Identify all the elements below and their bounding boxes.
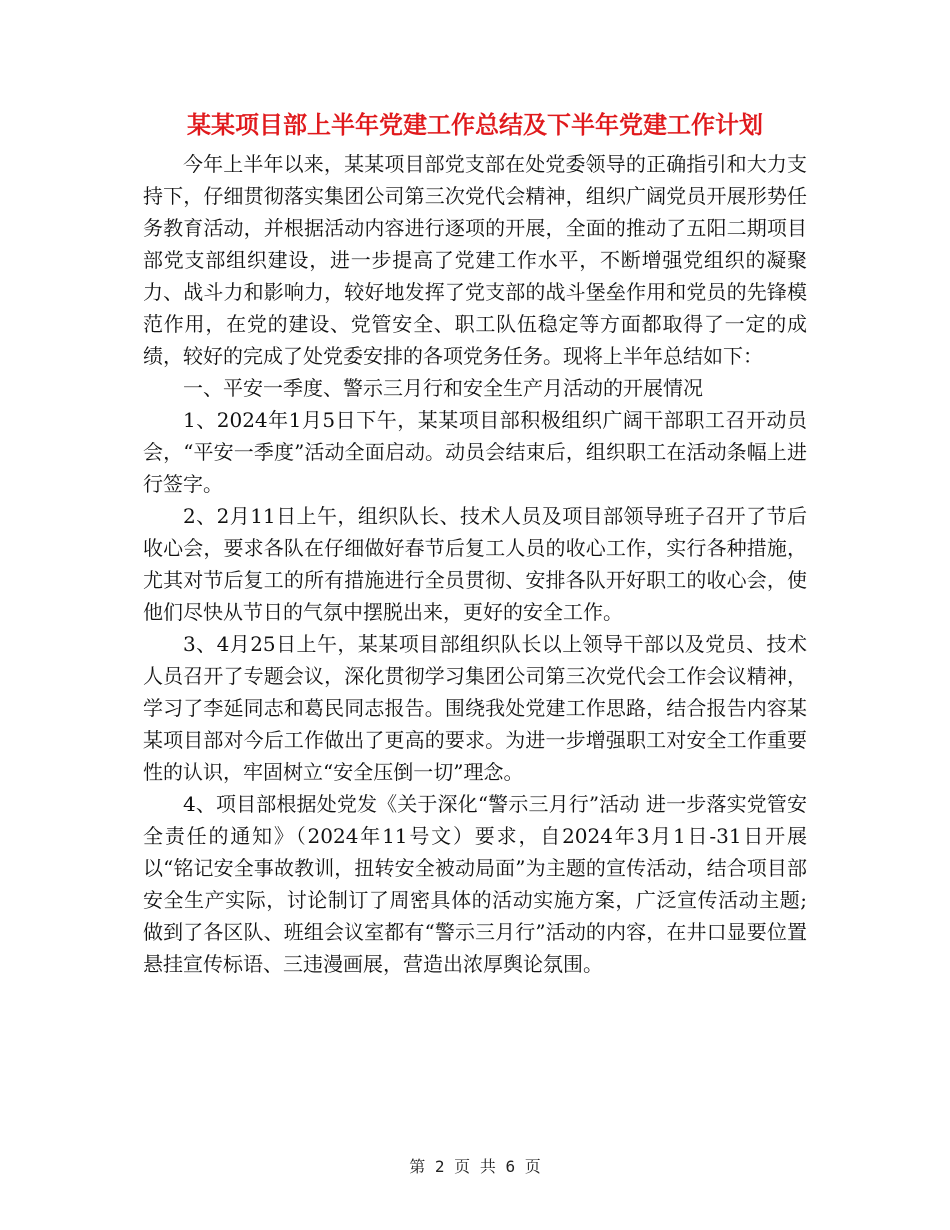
paragraph-intro: 今年上半年以来，某某项目部党支部在处党委领导的正确指引和大力支持下，仔细贯彻落实集团公司第三次党代会精神，组织广阔党员开展形势任务教育活动，并根据活动内容进行逐项的开展，全面的推动了五阳二期项目部党支部组织建设，进一步提高了党建工作水平，不断增强党组织的凝聚力、战斗力和影响力，较好地发挥了党支部的战斗堡垒作用和党员的先锋模范作用，在党的建设、党管安全、职工队伍稳定等方面都取得了一定的成绩，较好的完成了处党委安排的各项党务任务。现将上半年总结如下： <box>143 152 807 368</box>
section-heading: 一、平安一季度、警示三月行和安全生产月活动的开展情况 <box>183 376 703 400</box>
paragraph-item-3: 3、4月25日上午，某某项目部组织队长以上领导干部以及党员、技术人员召开了专题会议，深化贯彻学习集团公司第三次党代会工作会议精神，学习了李延同志和葛民同志报告。围绕我处党建工作思路，结合报告内容某某项目部对今后工作做出了更高的要求。为进一步增强职工对安全工作重要性的认识，牢固树立“安全压倒一切”理念。 <box>143 632 807 784</box>
paragraph-item-1: 1、2024年1月5日下午，某某项目部积极组织广阔干部职工召开动员会，“平安一季度”活动全面启动。动员会结束后，组织职工在活动条幅上进行签字。 <box>143 408 807 496</box>
document-body <box>143 148 807 980</box>
page-number-footer: 第 2 页 共 6 页 <box>409 1157 541 1176</box>
paragraph-item-2: 2、2月11日上午，组织队长、技术人员及项目部领导班子召开了节后收心会，要求各队在仔细做好春节后复工人员的收心工作，实行各种措施，尤其对节后复工的所有措施进行全员贯彻、安排各队开好职工的收心会，使他们尽快从节日的气氛中摆脱出来，更好的安全工作。 <box>143 504 807 624</box>
document-title: 某某项目部上半年党建工作总结及下半年党建工作计划 <box>187 110 763 139</box>
paragraph-item-4: 4、项目部根据处党发《关于深化“警示三月行”活动 进一步落实党管安全责任的通知》（2024年11号文）要求，自2024年3月1日-31日开展以“铭记安全事故教训，扭转安全被动局面”为主题的宣传活动，结合项目部安全生产实际，讨论制订了周密具体的活动实施方案，广泛宣传活动主题;做到了各区队、班组会议室都有“警示三月行”活动的内容，在井口显要位置悬挂宣传标语、三违漫画展，营造出浓厚舆论氛围。 <box>143 792 807 976</box>
